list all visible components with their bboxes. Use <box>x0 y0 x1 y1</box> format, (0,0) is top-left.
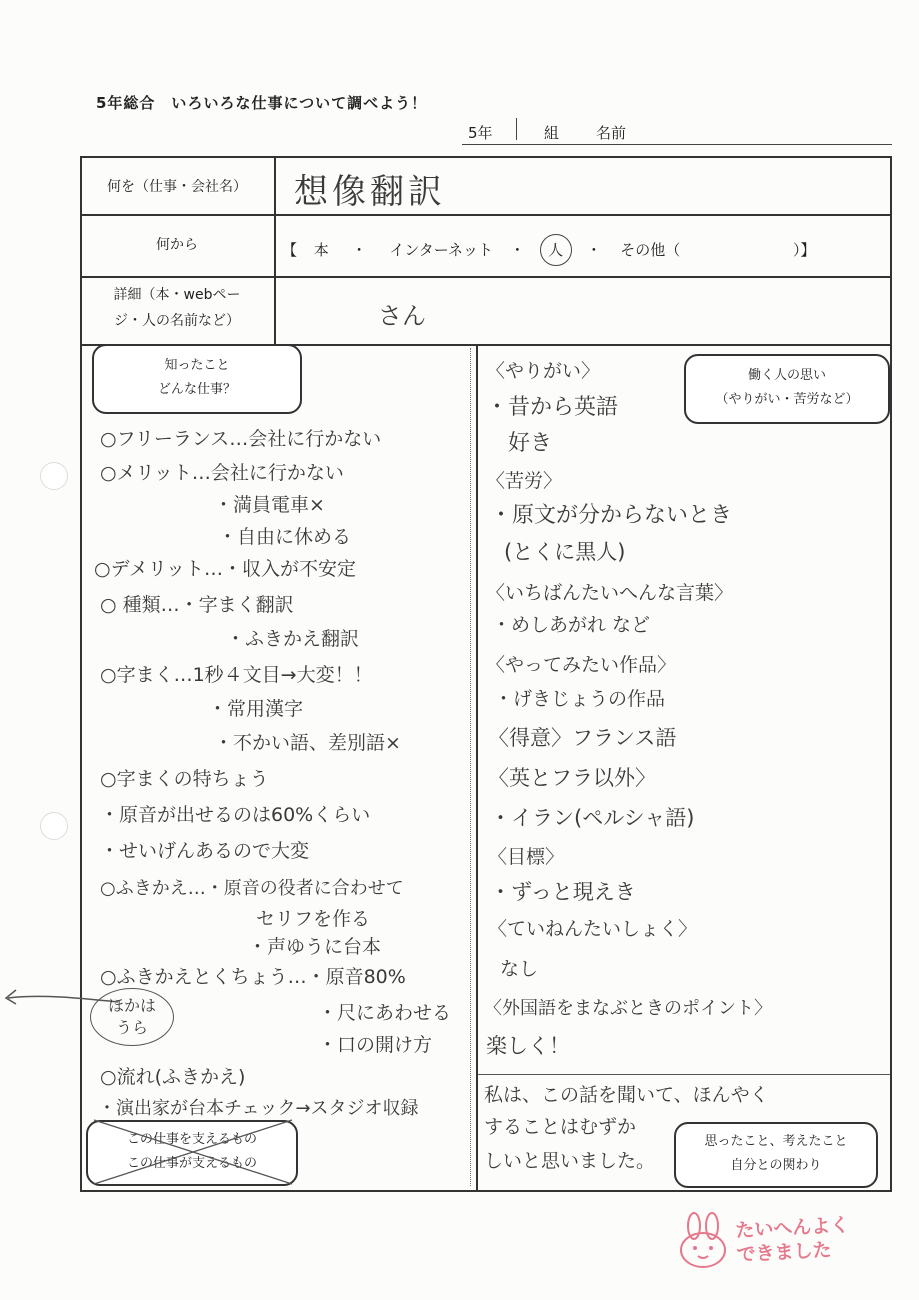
known-things-box <box>92 344 302 414</box>
left-note-line: ・ふきかえ翻訳 <box>226 628 360 650</box>
worker-thoughts-box <box>684 354 890 424</box>
row-divider <box>82 214 890 216</box>
left-note-line: ・口の開け方 <box>318 1034 433 1056</box>
source-person-circled: 人 <box>540 234 572 266</box>
page-title: 5年総合 いろいろな仕事について調べよう！ <box>96 94 428 112</box>
right-note-line: 〈目標〉 <box>488 846 565 868</box>
left-note-line: ○ふきかえとくちょう…・原音80% <box>100 966 406 988</box>
class-label: 組 <box>544 124 560 142</box>
bracket-close: ）】 <box>793 241 816 259</box>
reflection-divider <box>478 1074 890 1075</box>
thoughts-box <box>674 1122 878 1188</box>
right-note-line: ・ずっと現えき <box>490 880 636 904</box>
left-note-line: ・常用漢字 <box>208 698 304 720</box>
cross-out-icon <box>86 1116 300 1188</box>
left-note-line: ○ 種類…・字まく翻訳 <box>100 594 294 616</box>
left-note-line: ・声ゆうに台本 <box>248 936 382 958</box>
left-note-line: ・せいげんあるので大変 <box>100 840 310 862</box>
known-things-line2: どんな仕事？ <box>157 382 236 397</box>
right-note-line: 楽しく！ <box>486 1034 570 1058</box>
right-note-line: 〈やりがい〉 <box>486 360 601 382</box>
left-note-line: セリフを作る <box>256 908 371 930</box>
right-note-line: 〈得意〉フランス語 <box>488 726 677 750</box>
detail-label-line2: ジ・人の名前など） <box>114 313 240 329</box>
stamp-line2: できました <box>736 1239 833 1266</box>
source-dot: ・ <box>509 241 525 259</box>
detail-value: さん <box>378 302 426 330</box>
name-line-separator <box>516 118 517 140</box>
stamp-line1: たいへんよく <box>734 1214 850 1242</box>
what-value: 想像翻訳 <box>294 172 446 212</box>
right-note-line: 〈英とフラ以外〉 <box>488 766 656 790</box>
right-note-line: 〈ていねんたいしょく〉 <box>488 918 698 940</box>
left-note-line: ○メリット…会社に行かない <box>100 462 344 484</box>
source-internet: インターネット <box>389 241 494 259</box>
punch-hole <box>40 462 68 490</box>
grade-label: 5年 <box>468 124 493 142</box>
dotted-guide <box>470 348 471 1186</box>
right-note-line: 好き <box>508 431 553 456</box>
thoughts-box-line1: 思ったこと、考えたこと <box>704 1134 848 1149</box>
what-label: 何を（仕事・会社名） <box>107 179 247 195</box>
circled-note <box>90 988 174 1046</box>
left-note-line: ・原音が出せるのは60%くらい <box>100 804 371 826</box>
row-divider <box>82 276 890 278</box>
right-note-line: 〈外国語をまなぶときのポイント〉 <box>484 998 772 1019</box>
source-dot: ・ <box>586 241 602 259</box>
worker-thoughts-line1: 働く人の思い <box>747 368 826 383</box>
thoughts-box-line2: 自分との関わり <box>730 1158 822 1173</box>
punch-hole <box>40 812 68 840</box>
right-note-line: ・昔から英語 <box>486 395 619 420</box>
middle-divider <box>476 344 478 1192</box>
right-note-line: ・めしあがれ など <box>492 614 651 636</box>
left-note-line: ・自由に休める <box>218 526 352 548</box>
right-note-line: ・イラン(ペルシャ語) <box>490 806 695 830</box>
right-note-line: ・げきじょうの作品 <box>494 688 666 710</box>
from-label: 何から <box>156 237 198 253</box>
left-note-line: ・満員電車× <box>214 494 325 516</box>
rabbit-icon <box>676 1212 738 1270</box>
left-note-line: ○デメリット…・収入が不安定 <box>94 558 357 580</box>
bracket-open: 【 <box>282 241 298 259</box>
source-options <box>282 234 816 266</box>
detail-label-line1: 詳細（本・webペー <box>113 287 241 303</box>
circled-note-line2: うら <box>115 1018 148 1037</box>
left-note-line: ・演出家が台本チェック→スタジオ収録 <box>98 1098 419 1119</box>
worker-thoughts-line2: （やりがい・苦労など） <box>715 392 859 407</box>
name-label: 名前 <box>596 124 627 142</box>
right-note-line: 〈苦労〉 <box>486 470 563 492</box>
left-note-line: ・尺にあわせる <box>318 1002 452 1024</box>
left-note-line: ○ふきかえ…・原音の役者に合わせて <box>100 878 404 899</box>
right-note-line: ・原文が分からないとき <box>490 503 733 528</box>
right-note-line: 〈いちばんたいへんな言葉〉 <box>486 582 734 604</box>
reflection-line: することはむずか <box>484 1116 637 1138</box>
right-note-line: なし <box>500 958 539 980</box>
reflection-line: 私は、この話を聞いて、ほんやく <box>484 1084 769 1106</box>
source-other: その他（ <box>620 241 681 259</box>
source-book: 本 <box>313 241 329 259</box>
left-note-line: ○フリーランス…会社に行かない <box>100 428 382 450</box>
left-note-line: ○字まく…1秒４文目→大変！！ <box>100 664 373 686</box>
known-things-line1: 知ったこと <box>164 358 230 373</box>
left-note-line: ○字まくの特ちょう <box>100 768 269 790</box>
left-note-line: ・不かい語、差別語× <box>214 732 401 754</box>
reflection-line: しいと思いました。 <box>484 1150 656 1172</box>
stamp-text <box>735 1213 851 1267</box>
support-box-line2: この仕事が支えるもの <box>126 1156 257 1171</box>
name-line <box>462 120 892 145</box>
left-note-line: ○流れ(ふきかえ) <box>100 1066 246 1088</box>
circled-note-line1: ほかは <box>107 996 156 1015</box>
right-note-line: (とくに黒人) <box>504 540 626 564</box>
support-box-line1: この仕事を支えるもの <box>126 1132 257 1147</box>
label-column-divider <box>274 158 276 344</box>
source-dot: ・ <box>351 241 367 259</box>
detail-label <box>82 282 272 334</box>
praise-stamp <box>676 1212 866 1270</box>
right-note-line: 〈やってみたい作品〉 <box>486 654 677 676</box>
